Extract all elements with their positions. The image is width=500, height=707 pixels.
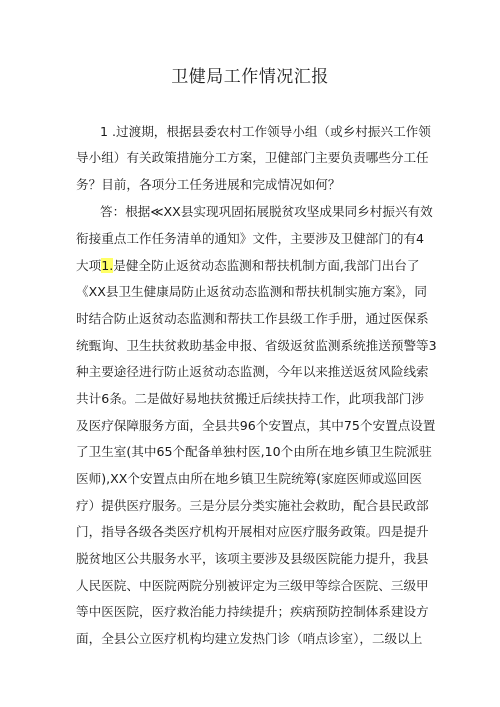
- paragraph-line: 《XX县卫生健康局防止返贫动态监测和帮扶机制实施方案》，同: [76, 284, 427, 299]
- paragraph-line: 面，全县公立医疗机构均建立发热门诊（哨点诊室），二级以上: [76, 631, 423, 646]
- paragraph-line: 答：根据≪XX县实现巩固拓展脱贫攻坚成果同乡村振兴有效: [100, 204, 433, 219]
- paragraph-line: 导小组）有关政策措施分工方案，卫健部门主要负责哪些分工任: [76, 150, 429, 165]
- paragraph-line: 及医疗保障服务方面，全县共96个安置点，其中75个安置点设置: [76, 418, 436, 433]
- paragraph-line: 疗）提供医疗服务。三是分层分类实施社会救助，配合县民政部: [76, 498, 429, 513]
- paragraph-line: 医师),XX个安置点由所在地乡镇卫生院统筹(家庭医师或巡回医: [76, 471, 422, 486]
- paragraph-line: 务？目前，各项分工任务进展和完成情况如何？: [76, 177, 341, 192]
- paragraph-line: 1 .过渡期，根据县委农村工作领导小组（或乡村振兴工作领: [100, 124, 431, 139]
- paragraph-line: 等中医医院，医疗救治能力持续提升；疾病预防控制体系建设方: [76, 604, 429, 619]
- paragraph-line-highlighted: [76, 258, 419, 274]
- paragraph-line: 了卫生室(其中65个配备单独村医,10个由所在地乡镇卫生院派驻: [76, 444, 432, 459]
- line-suffix: 是健全防止返贫动态监测和帮扶机制方面,我部门出台了: [113, 258, 420, 273]
- paragraph-line: 衔接重点工作任务清单的通知》文件，主要涉及卫健部门的有4: [76, 231, 425, 246]
- paragraph-line: 门，指导各级各类医疗机构开展相对应医疗服务政策。四是提升: [76, 524, 429, 539]
- page-title: 卫健局工作情况汇报: [171, 67, 329, 87]
- highlighted-text: 1.: [101, 258, 114, 273]
- paragraph-line: 时结合防止返贫动态监测和帮扶工作县级工作手册，通过医保系: [76, 311, 429, 326]
- paragraph-line: 共计6条。二是做好易地扶贫搬迁后续扶持工作，此项我部门涉: [76, 391, 425, 406]
- paragraph-line: 人民医院、中医院两院分别被评定为三级甲等综合医院、三级甲: [76, 578, 429, 593]
- paragraph-line: 种主要途径进行防止返贫动态监测，今年以来推送返贫风险线索: [76, 364, 429, 379]
- paragraph-line: 统甄询、卫生扶贫救助基金申报、省级返贫监测系统推送预警等3: [76, 338, 437, 353]
- paragraph-line: 脱贫地区公共服务水平，该项主要涉及县级医院能力提升，我县: [76, 551, 429, 566]
- line-prefix: 大项: [76, 258, 102, 273]
